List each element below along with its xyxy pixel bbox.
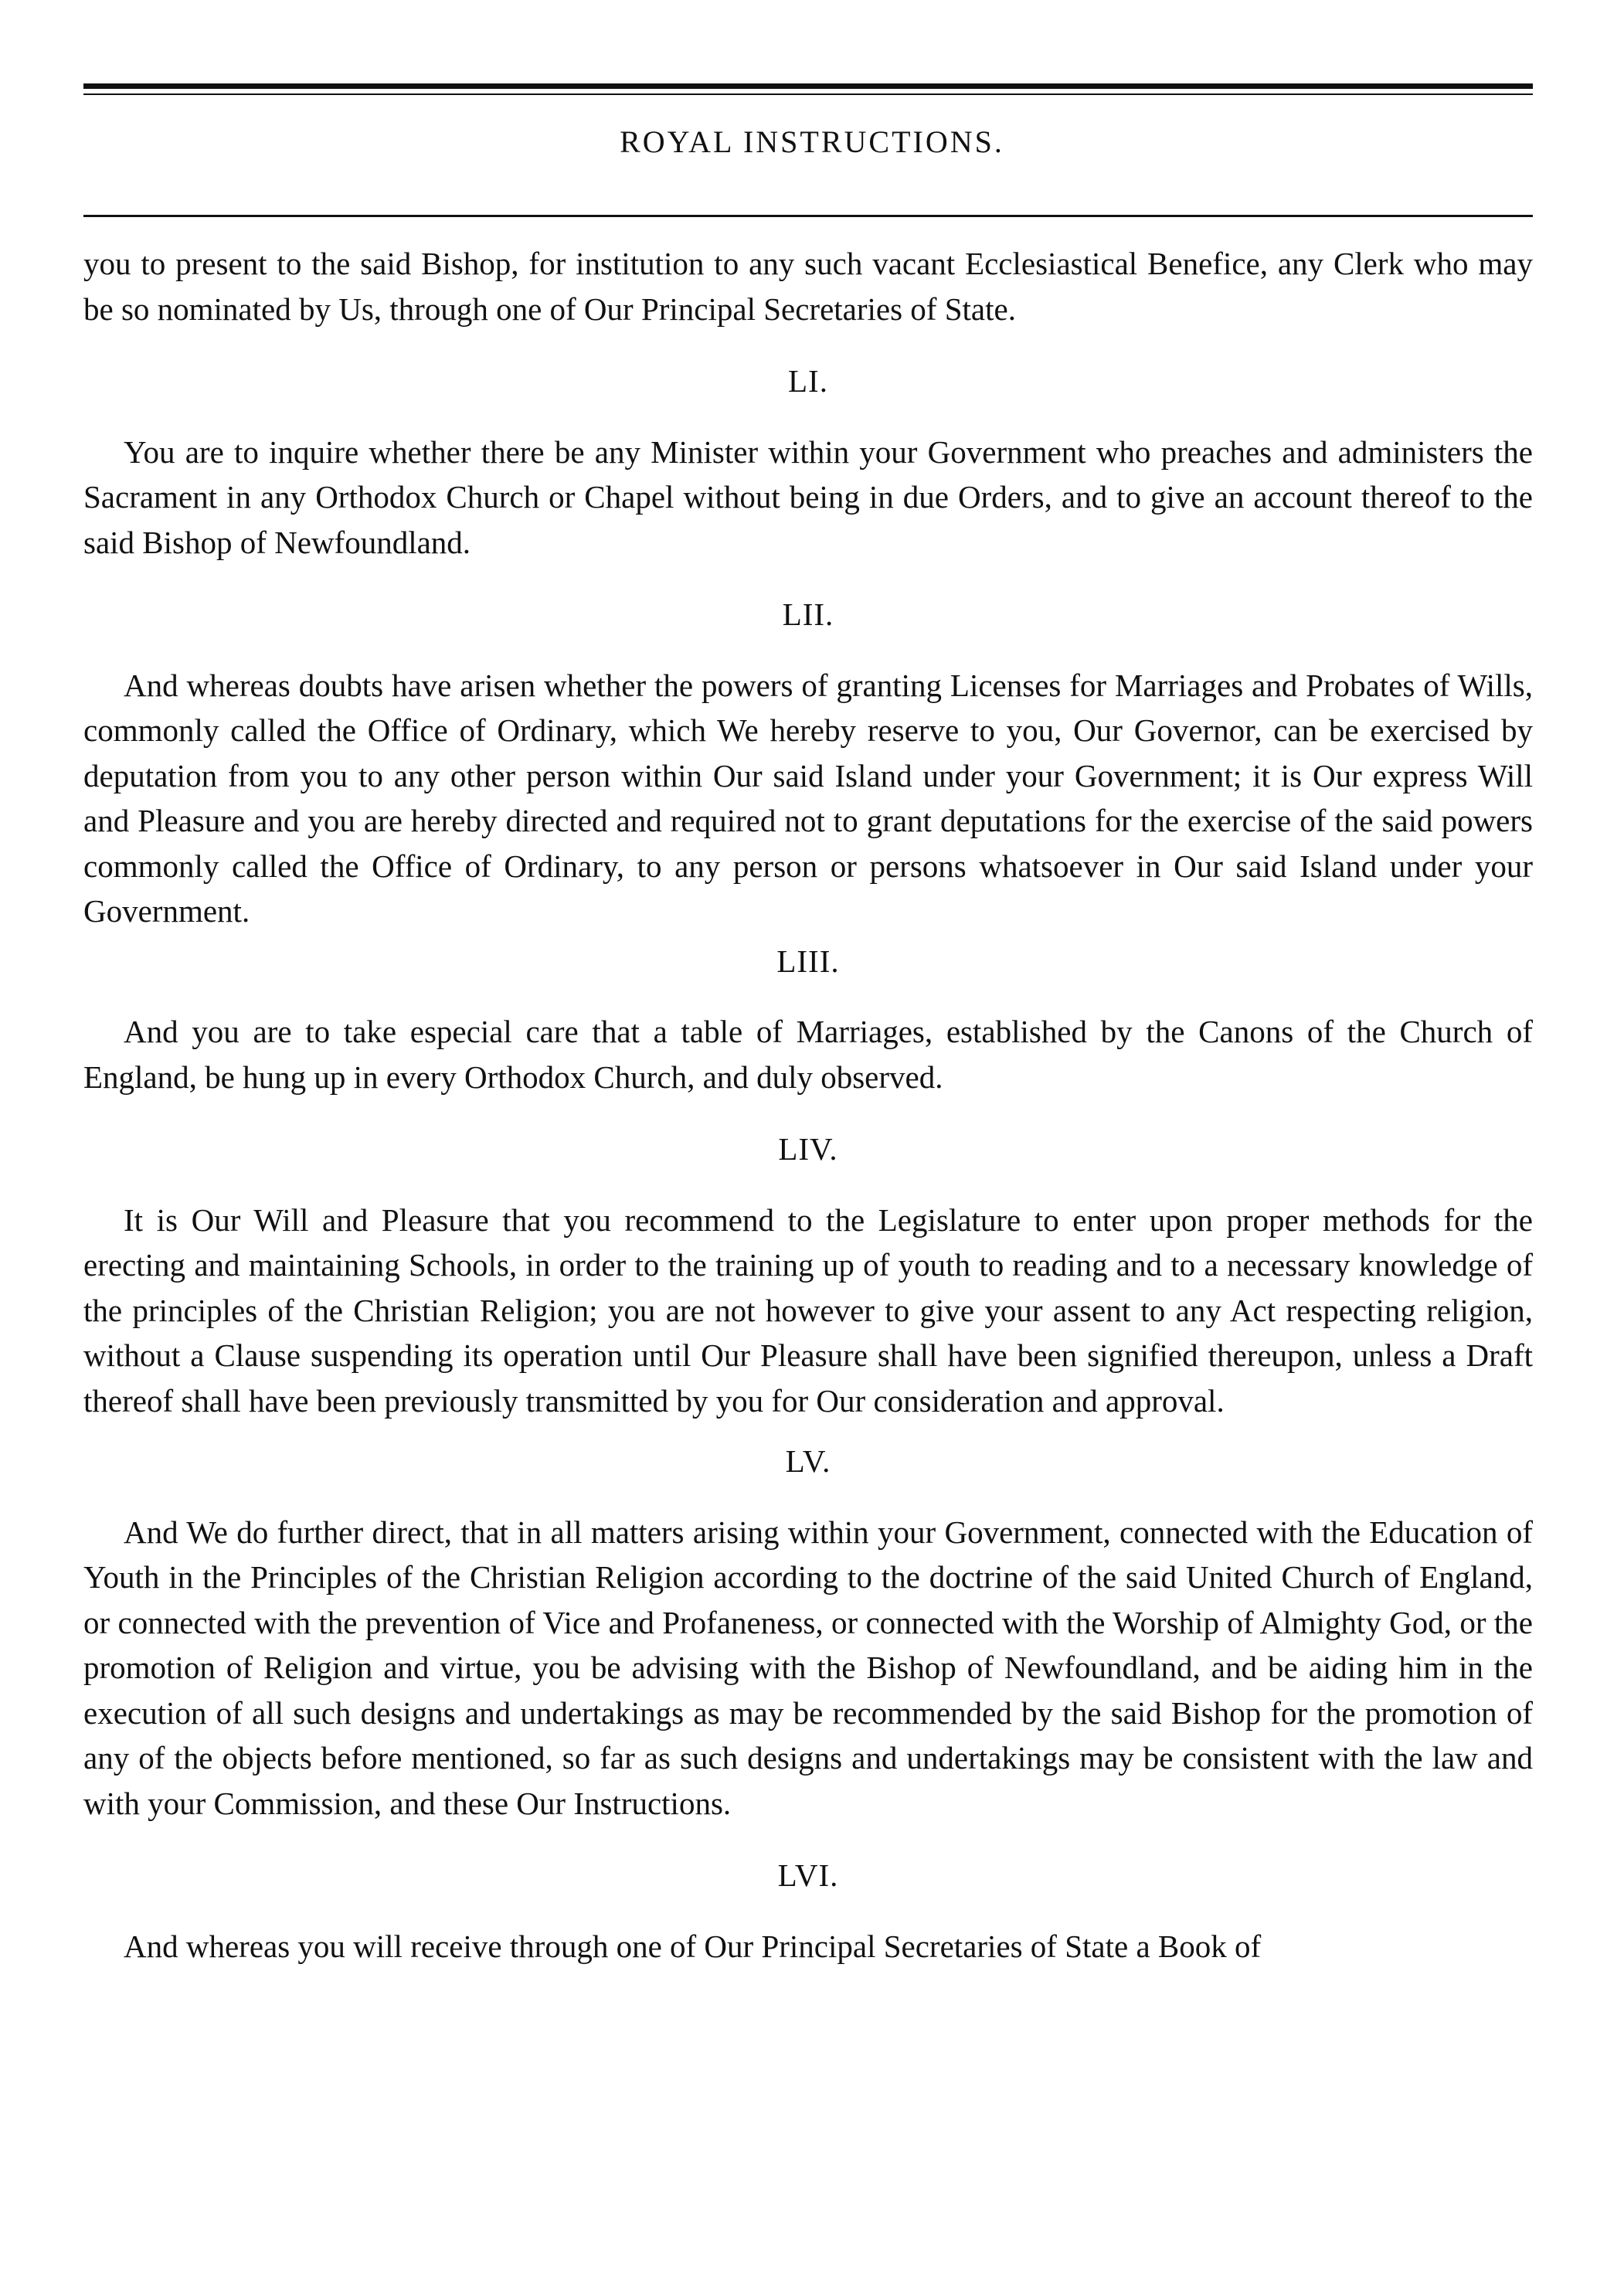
section-numeral-lv: LV.	[785, 1443, 831, 1479]
section-numeral-liii: LIII.	[776, 943, 840, 979]
section-numeral-lvi: LVI.	[777, 1857, 839, 1893]
document-body	[83, 241, 1533, 1969]
section-numeral-li: LI.	[788, 363, 828, 399]
top-double-rule	[83, 83, 1533, 89]
section-lii-text: And whereas doubts have arisen whether the powers of granting Licenses for Marriages and Probates of Wills, commonly called the Office of Ordinary, which We hereby reserve to you, Our Governor, can be exercised by deputation from you to any other person within Our said Island under your Government; it is Our express Will and Pleasure and you are hereby directed and required not to grant deputations for the exercise of the said powers commonly called the Office of Ordinary, to any person or persons whatsoever in Our said Island under your Government.	[83, 667, 1533, 929]
top-double-rule-thin	[83, 93, 1533, 95]
continuation-paragraph: you to present to the said Bishop, for institution to any such vacant Ecclesiastical Benefice, any Clerk who may be so nominated by Us, through one of Our Principal Secretaries of State.	[83, 246, 1533, 327]
section-li-text: You are to inquire whether there be any Minister within your Government who preaches and administers the Sacrament in any Orthodox Church or Chapel without being in due Orders, and to give an account thereof to the said Bishop of Newfoundland.	[83, 433, 1533, 560]
section-numeral-liv: LIV.	[778, 1131, 838, 1167]
section-lv-text: And We do further direct, that in all matters arising within your Government, connected with the Education of Youth in the Principles of the Christian Religion according to the doctrine of the said United Church of England, or connected with the prevention of Vice and Profaneness, or connected with the Worship of Almighty God, or the promotion of Religion and virtue, you be advising with the Bishop of Newfoundland, and be aiding him in the execution of all such designs and undertakings as may be recommended by the said Bishop for the promotion of any of the objects before mentioned, so far as such designs and undertakings may be consistent with the law and with your Commission, and these Our Instructions.	[83, 1514, 1533, 1821]
section-liii-text: And you are to take especial care that a table of Marriages, established by the Canons of the Church of England, be hung up in every Orthodox Church, and duly observed.	[83, 1014, 1533, 1095]
header-rule	[83, 215, 1533, 217]
section-numeral-lii: LII.	[782, 596, 834, 632]
section-lvi-text: And whereas you will receive through one of Our Principal Secretaries of State a Book of	[124, 1928, 1262, 1964]
section-liv-text: It is Our Will and Pleasure that you recommend to the Legislature to enter upon proper methods for the erecting and maintaining Schools, in order to the training up of youth to reading and to a necessary knowledge of the principles of the Christian Religion; you are not however to give your assent to any Act respecting religion, without a Clause suspending its operation until Our Pleasure shall have been signified thereupon, unless a Draft thereof shall have been previously transmitted by you for Our consideration and approval.	[83, 1201, 1533, 1419]
running-header: ROYAL INSTRUCTIONS.	[620, 124, 1004, 159]
